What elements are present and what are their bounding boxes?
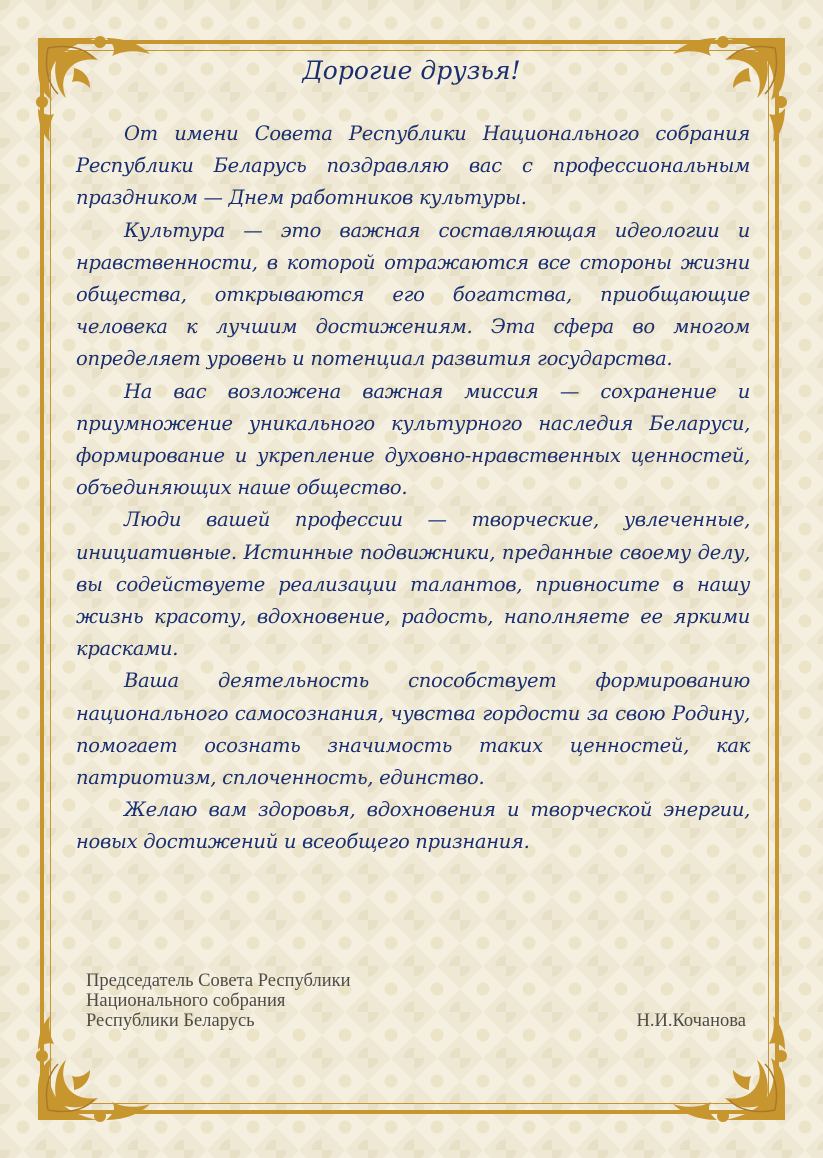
letter-paragraph: От имени Совета Республики Национального собрания Республики Беларусь поздравляю вас с профессиональным праздником — Днем работников культуры. (76, 122, 750, 210)
letter-paragraph: Ваша деятельность способствует формированию национального самосознания, чувства гордости за свою Родину, помогает осознать значимость таких ценностей, как патриотизм, сплоченность, единство. (76, 669, 750, 790)
letter-body (76, 118, 750, 859)
signature-block (86, 971, 746, 1031)
letter-paragraph: На вас возложена важная миссия — сохранение и приумножение уникального культурного наследия Беларуси, формирование и укрепление духовно-нравственных ценностей, объединяющих наше общество. (76, 379, 750, 500)
greeting-heading: Дорогие друзья! (302, 56, 521, 85)
signature-title-line: Председатель Совета Республики (86, 971, 351, 991)
letter-paragraph: Желаю вам здоровья, вдохновения и творческой энергии, новых достижений и всеобщего признания. (76, 798, 750, 854)
signature-name: Н.И.Кочанова (636, 1011, 746, 1031)
signature-title-line: Национального собрания (86, 991, 286, 1011)
signature-title-line: Республики Беларусь (86, 1011, 255, 1031)
letter-paragraph: Культура — это важная составляющая идеологии и нравственности, в которой отражаются все стороны жизни общества, открываются его богатства, приобщающие человека к лучшим достижениям. Эта сфера во многом определяет уровень и потенциал развития государства. (76, 218, 750, 371)
letter-paragraph: Люди вашей профессии — творческие, увлеченные, инициативные. Истинные подвижники, преданные своему делу, вы содействуете реализации талантов, привносите в нашу жизнь красоту, вдохновение, радость, наполняете ее яркими красками. (76, 508, 750, 661)
